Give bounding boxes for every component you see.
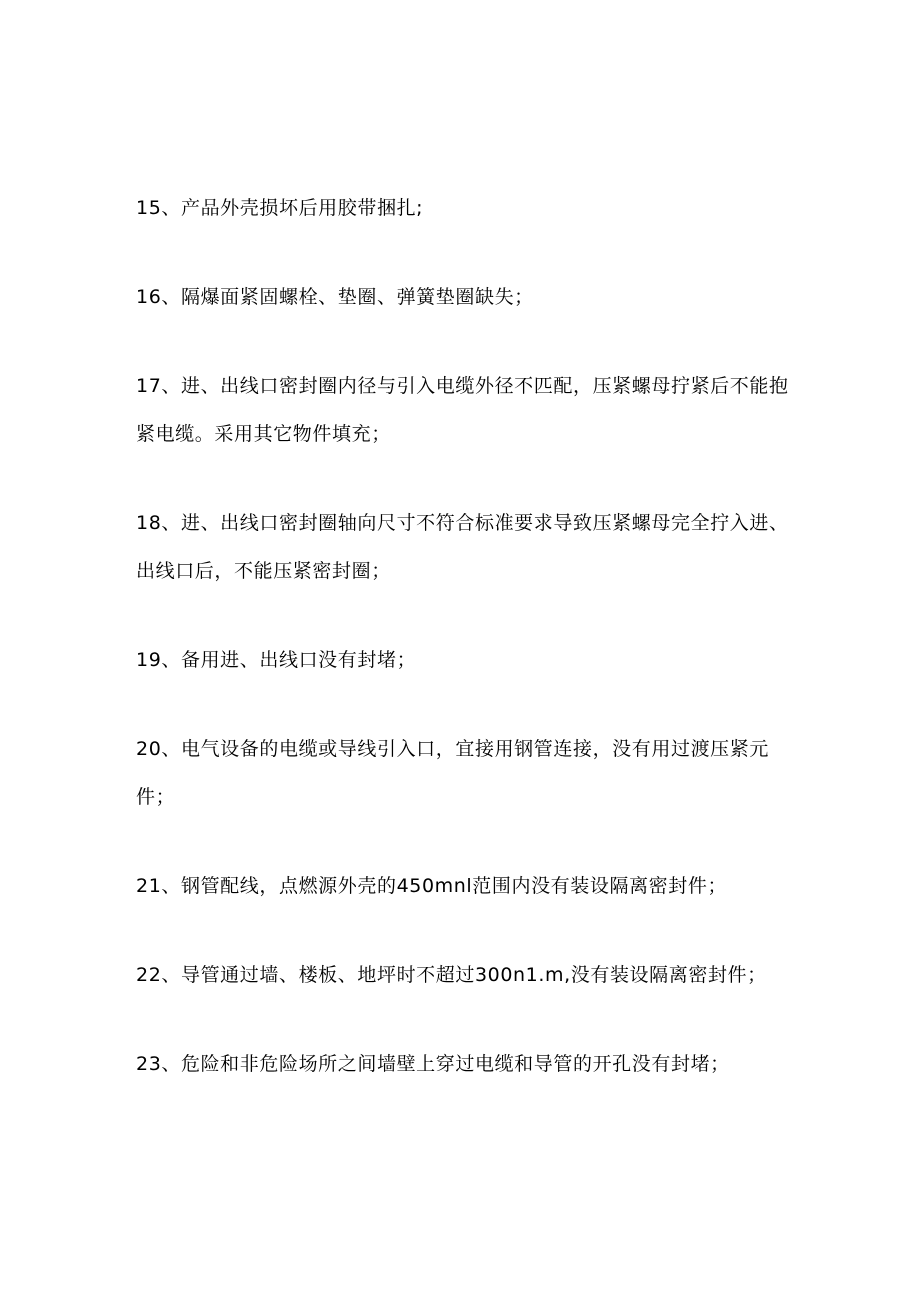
list-item: 17、进、出线口密封圈内径与引入电缆外径不匹配，压紧螺母拧紧后不能抱紧电缆。采用其它物件填充； (136, 375, 789, 445)
list-item: 20、电气设备的电缆或导线引入口，宜接用钢管连接，没有用过渡压紧元件； (136, 738, 769, 808)
list-item: 23、危险和非危险场所之间墙壁上穿过电缆和导管的开孔没有封堵； (136, 1053, 730, 1075)
list-item: 22、导管通过墙、楼板、地坪时不超过300n1.m,没有装设隔离密封件； (136, 964, 767, 986)
list-item: 21、钢管配线，点燃源外壳的450mnl范围内没有装设隔离密封件； (136, 875, 728, 897)
list-item: 19、备用进、出线口没有封堵； (136, 649, 417, 671)
list-item: 18、进、出线口密封圈轴向尺寸不符合标准要求导致压紧螺母完全拧入进、出线口后，不能压紧密封圈； (136, 512, 789, 582)
requirement-list (136, 196, 796, 1129)
list-item: 15、产品外壳损坏后用胶带捆扎; (136, 197, 424, 219)
list-item: 16、隔爆面紧固螺栓、垫圈、弹簧垫圈缺失； (136, 286, 534, 308)
